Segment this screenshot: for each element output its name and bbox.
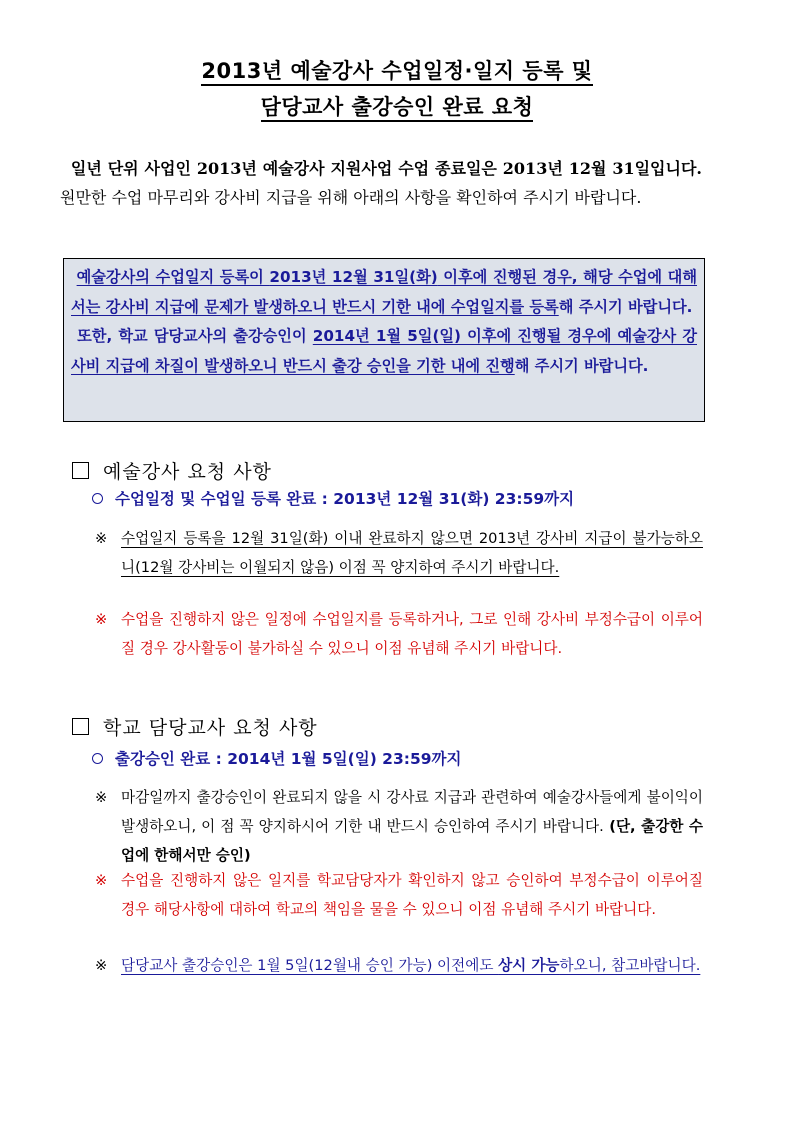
checkbox-square-icon <box>72 718 89 735</box>
intro-rest-text: 원만한 수업 마무리와 강사비 지급을 위해 아래의 사항을 확인하여 주시기 바랍니다. <box>60 188 642 207</box>
section1-subheading: 수업일정 및 수업일 등록 완료 : 2013년 12월 31(화) 23:59까지 <box>92 487 574 509</box>
document-title-line2: 담당교사 출강승인 완료 요청 <box>0 91 794 121</box>
intro-paragraph <box>60 154 702 212</box>
notice-paragraph-1: 예술강사의 수업일지 등록이 2013년 12월 31일(화) 이후에 진행된 경우, 해당 수업에 대해서는 강사비 지급에 문제가 발생하오니 반드시 기한 내에 수업일지를 등록해 주시기 바랍니다. <box>71 268 698 316</box>
section1-note-1: ※ 수업일지 등록을 12월 31일(화) 이내 완료하지 않으면 2013년 강사비 지급이 불가능하오니(12월 강사비는 이월되지 않음) 이점 꼭 양지하여 주시기 바랍니다. <box>95 530 703 576</box>
section2-subheading: 출강승인 완료 : 2014년 1월 5일(일) 23:59까지 <box>92 747 461 769</box>
section2-note-1: ※ 마감일까지 출강승인이 완료되지 않을 시 강사료 지급과 관련하여 예술강사들에게 불이익이 발생하오니, 이 점 꼭 양지하시어 기한 내 반드시 승인하여 주시기 바랍니다. (단, 출강한 수업에 한해서만 승인) <box>95 789 703 864</box>
section1-note-2: ※ 수업을 진행하지 않은 일정에 수업일지를 등록하거나, 그로 인해 강사비 부정수급이 이루어질 경우 강사활동이 불가하실 수 있으니 이점 유념해 주시기 바랍니다. <box>95 611 703 657</box>
intro-bold-text: 일년 단위 사업인 2013년 예술강사 지원사업 수업 종료일은 2013년 12월 31일입니다. <box>70 159 703 178</box>
checkbox-square-icon <box>72 462 89 479</box>
circle-bullet-icon <box>92 493 103 504</box>
notice-paragraph-2: 또한, 학교 담당교사의 출강승인이 2014년 1월 5일(일) 이후에 진행될 경우에 예술강사 강사비 지급에 차질이 발생하오니 반드시 출강 승인을 기한 내에 진행해 주시기 바랍니다. <box>71 327 697 375</box>
document-title-line1: 2013년 예술강사 수업일정·일지 등록 및 <box>0 55 794 85</box>
circle-bullet-icon <box>92 753 103 764</box>
notice-box <box>63 258 705 422</box>
section2-note-2: ※ 수업을 진행하지 않은 일지를 학교담당자가 확인하지 않고 승인하여 부정수급이 이루어질 경우 해당사항에 대하여 학교의 책임을 물을 수 있으니 이점 유념해 주시기 바랍니다. <box>95 872 703 918</box>
section1-heading: 예술강사 요청 사항 <box>72 457 272 484</box>
section2-note-3: ※ 담당교사 출강승인은 1월 5일(12월내 승인 가능) 이전에도 상시 가능하오니, 참고바랍니다. <box>95 957 701 974</box>
section2-heading: 학교 담당교사 요청 사항 <box>72 713 318 740</box>
